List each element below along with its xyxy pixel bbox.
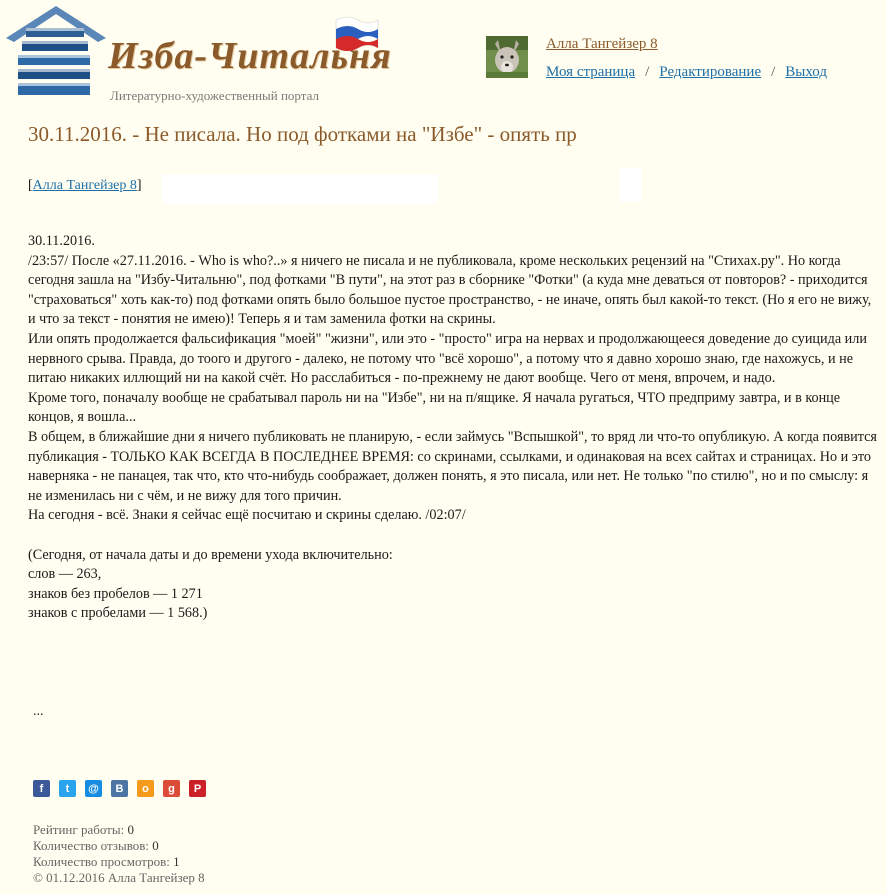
user-name-link[interactable]: Алла Тангейзер 8 [546, 36, 658, 52]
mailru-icon[interactable]: @ [85, 780, 102, 797]
work-stats [33, 822, 205, 886]
count-line: слов — 263, [28, 566, 102, 583]
rating-value: 0 [127, 822, 134, 837]
author-line [28, 178, 142, 194]
pinterest-icon[interactable]: P [189, 780, 206, 797]
vkontakte-icon[interactable]: B [111, 780, 128, 797]
user-nav [546, 64, 827, 81]
reviews-label: Количество отзывов: [33, 838, 150, 853]
author-link[interactable]: Алла Тангейзер 8 [32, 178, 137, 193]
rating-label: Рейтинг работы: [33, 822, 125, 837]
odnoklassniki-icon[interactable]: o [137, 780, 154, 797]
count-line: знаков с пробелами — 1 568.) [28, 605, 208, 622]
wolf-avatar-icon [486, 36, 528, 78]
avatar[interactable] [486, 36, 528, 78]
views-row [33, 854, 205, 870]
reviews-row [33, 838, 205, 854]
site-logo[interactable] [0, 0, 400, 108]
page-title: 30.11.2016. - Не писала. Но под фотками на "Избе" - опять пр [28, 122, 577, 146]
ellipsis: ... [33, 704, 44, 719]
reviews-value: 0 [152, 838, 159, 853]
blank-area [620, 168, 642, 202]
author-bracket-open: [ [28, 178, 33, 193]
views-value: 1 [173, 854, 180, 869]
article-paragraph: На сегодня - всё. Знаки я сейчас ещё посчитаю и скрины сделаю. /02:07/ [28, 507, 466, 524]
count-line: знаков без пробелов — 1 271 [28, 585, 203, 602]
social-share-bar [33, 780, 206, 797]
article-paragraph: В общем, в ближайшие дни я ничего публиковать не планирую, - если займусь "Вспышкой", то вряд ли что-то опубликую. А когда появится публикация - ТОЛЬКО КАК ВСЕГДА В ПОСЛЕДНЕЕ ВРЕМЯ: со скринами, ссылками, и одинаковая на всех сайтах и страницах. Но и это наверняка - не панацея, так что, кто что-нибудь соображает, должен понять, я это писала, или нет. Не только "по стилю", но и по смыслу: я не изменилась ни с чём, и не вижу для того причин. [28, 428, 877, 504]
logo-tagline: Литературно-художественный портал [110, 88, 319, 103]
author-bracket-close: ] [136, 178, 142, 193]
rating-row [33, 822, 205, 838]
blank-area [162, 174, 438, 204]
twitter-icon[interactable]: t [59, 780, 76, 797]
count-intro: (Сегодня, от начала даты и до времени ухода включительно: [28, 546, 393, 563]
article-paragraph: 30.11.2016. [28, 233, 95, 249]
article-paragraph: Или опять продолжается фальсификация "моей" "жизни", или это - "просто" игра на нервах и продолжающееся доведение до суицида или нервного срыва. Правда, до тоого и другого - далеко, не потому что "всё хорошо", а потому что я давно хорошо знаю, где нахожусь, и не питаю никаких иллющий ни на какой счёт. Но расслабиться - по-прежнему не дают вообще. Чего от меня, впрочем, и надо. [28, 330, 867, 387]
nav-separator: / [645, 64, 650, 80]
googleplus-icon[interactable]: g [163, 780, 180, 797]
article-body [28, 232, 878, 624]
edit-link[interactable]: Редактирование [659, 64, 762, 80]
logo-title: Изба-Читальня [108, 35, 392, 77]
article-paragraph: /23:57/ После «27.11.2016. - Who is who?..» я ничего не писала и не публиковала, кроме нескольких рецензий на "Стихах.ру". Но когда сегодня зашла на "Избу-Читальню", под фотками "В пути", на этот раз в сборнике "Фотки" (а куда мне деваться от повторов? - приходится "страховаться" хоть как-то) под фотками опять было большое пустое пространство, - не иначе, опять был какой-то текст. (Но я его не вижу, и что за текст - понятия не имею)! Теперь я и там заменила фотки на скрины. [28, 252, 872, 328]
books-logo-icon [4, 4, 108, 100]
article-paragraph: Кроме того, поначалу вообще не срабатывал пароль ни на "Избе", ни на п/ящике. Я начала ругаться, ЧТО предприму завтра, и в конце концов, я вошла... [28, 389, 841, 426]
views-label: Количество просмотров: [33, 854, 170, 869]
nav-separator: / [771, 64, 776, 80]
logout-link[interactable]: Выход [785, 64, 828, 80]
facebook-icon[interactable]: f [33, 780, 50, 797]
my-page-link[interactable]: Моя страница [546, 64, 636, 80]
copyright: © 01.12.2016 Алла Тангейзер 8 [33, 870, 205, 885]
